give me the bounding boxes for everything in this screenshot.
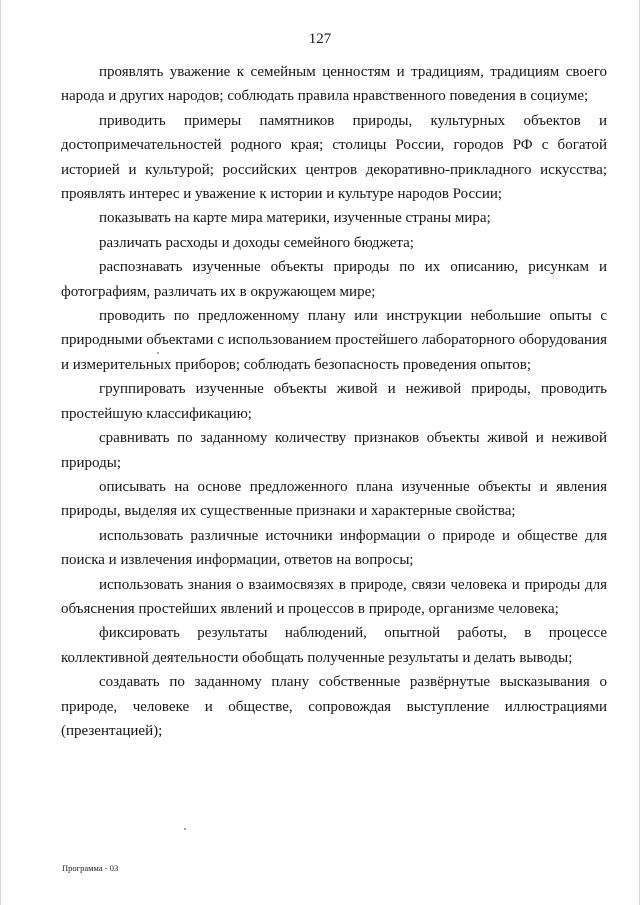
body-text bbox=[61, 60, 607, 743]
paragraph: использовать различные источники информации о природе и обществе для поиска и извлечения информации, ответов на вопросы; bbox=[61, 527, 607, 569]
page-footer: Программа - 03 bbox=[62, 863, 119, 873]
page-number: 127 bbox=[308, 31, 332, 47]
paragraph: создавать по заданному плану собственные развёрнутые высказывания о природе, человеке и обществе, сопровождая выступление иллюстрациями (презентацией); bbox=[61, 674, 607, 739]
paragraph: сравнивать по заданному количеству признаков объекты живой и неживой природы; bbox=[61, 430, 607, 471]
paragraph: показывать на карте мира материки, изученные страны мира; bbox=[99, 210, 491, 227]
paragraph: проводить по предложенному плану или инструкции небольшие опыты с природными объектами с использованием простейшего лабораторного оборудования и измерительных приборов; соблюдать безопасность проведения опытов; bbox=[61, 308, 607, 373]
paragraph: проявлять уважение к семейным ценностям и традициям, традициям своего народа и других народов; соблюдать правила нравственного поведения в социуме; bbox=[61, 64, 607, 105]
scan-speck bbox=[157, 352, 159, 354]
paragraph: приводить примеры памятников природы, культурных объектов и достопримечательностей родного края; столицы России, городов РФ с богатой историей и культурой; российских центров декоративно-прикладного искусства; проявлять интерес и уважение к истории и культуре народов России; bbox=[61, 112, 607, 203]
paragraph: использовать знания о взаимосвязях в природе, связи человека и природы для объяснения простейших явлений и процессов в природе, организме человека; bbox=[61, 576, 607, 617]
paragraph: распознавать изученные объекты природы по их описанию, рисункам и фотографиям, различать их в окружающем мире; bbox=[61, 259, 607, 300]
paragraph: описывать на основе предложенного плана изученные объекты и явления природы, выделяя их существенные признаки и характерные свойства; bbox=[61, 478, 607, 520]
scan-speck bbox=[184, 828, 186, 830]
paragraph: группировать изученные объекты живой и неживой природы, проводить простейшую классификацию; bbox=[61, 381, 607, 422]
paragraph: различать расходы и доходы семейного бюджета; bbox=[99, 234, 414, 251]
paragraph: фиксировать результаты наблюдений, опытной работы, в процессе коллективной деятельности обобщать полученные результаты и делать выводы; bbox=[61, 625, 607, 666]
